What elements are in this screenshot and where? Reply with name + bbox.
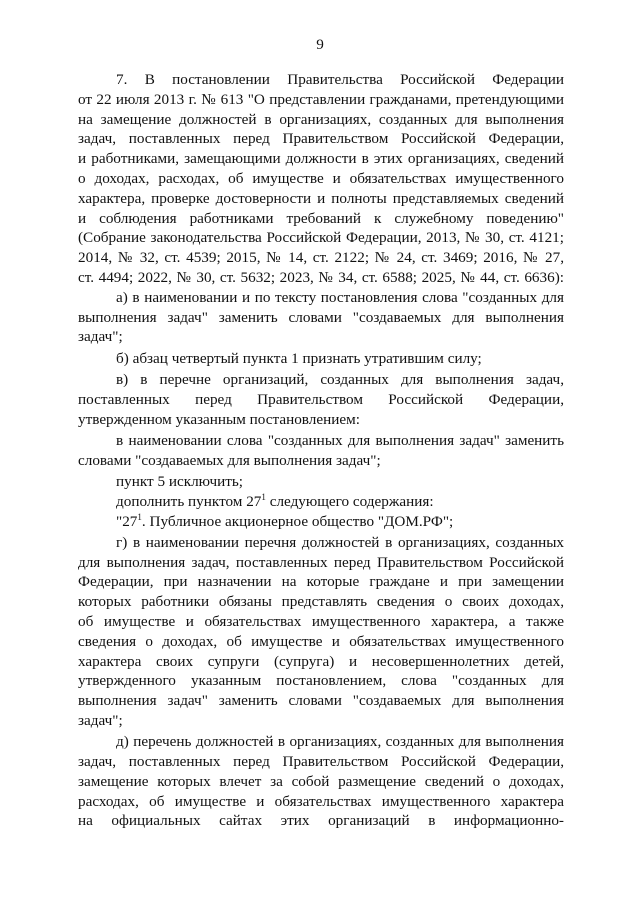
item-v-sub1 [78,431,564,471]
text-line: от 22 июля 2013 г. № 613 "О представлении гражданами, претендующими [78,90,564,108]
text-line: на официальных сайтах этих организаций в информационно- [78,812,564,830]
text-line: поставленных перед Правительством Российской Федерации, [78,390,564,408]
item-v-sub2: пункт 5 исключить; [116,472,243,490]
text-line: утвержденного указанным постановлением, слова "созданных для [78,672,564,690]
text-line: замещение которых влечет за собой размещение сведений о доходах, [78,772,564,790]
text-line: в наименовании слова "созданных для выполнения задач" заменить [116,431,564,449]
text-line: о доходах, расходах, об имуществе и обязательствах имущественного [78,169,564,187]
text-part: следующего содержания: [265,492,434,510]
superscript: 1 [137,511,142,522]
text-line: характера своих супруги (супруга) и несовершеннолетних детей, [78,652,564,670]
text-line: расходах, об имуществе и обязательствах имущественного характера [78,792,564,810]
text-line: которых работники обязаны представлять сведения о своих доходах, [78,593,564,611]
item-v [78,370,564,429]
text-line: д) перечень должностей в организациях, созданных для выполнения [116,733,564,751]
text-line: задач, поставленных перед Правительством Российской Федерации, [78,130,564,148]
text-line: Федерации, при назначении на которые граждане и при замещении [78,573,564,591]
text-line: словами "создаваемых для выполнения задач"; [78,451,381,469]
item-v-sub4 [78,512,564,532]
text-line: характера, проверке достоверности и полноты представляемых сведений [78,189,564,207]
text-line: об имуществе и обязательствах имущественного характера, а также [78,613,564,631]
text-line: ст. 4494; 2022, № 30, ст. 5632; 2023, № 34, ст. 6588; 2025, № 44, ст. 6636): [78,268,564,286]
text-line: для выполнения задач, поставленных перед Правительством Российской [78,553,564,571]
item-b [78,349,564,369]
item-d [78,732,564,831]
text-line: задач, поставленных перед Правительством Российской Федерации, [78,753,564,771]
text-line: а) в наименовании и по тексту постановления слова "созданных для [116,288,564,306]
item-g [78,533,564,731]
item-a [78,288,564,347]
text-line: задач"; [78,712,123,729]
text-line: утвержденном указанным постановлением: [78,410,360,428]
page-number: 9 [316,36,324,53]
text-line: выполнения задач" заменить словами "создаваемых для выполнения [78,308,564,326]
text-line: на замещение должностей в организациях, созданных для выполнения [78,110,564,128]
text-line: и работниками, замещающими должности в этих организациях, сведений [78,150,564,168]
text-line: 2014, № 32, ст. 4539; 2015, № 14, ст. 2122; № 24, ст. 3469; 2016, № 27, [78,249,564,267]
text-line: задач"; [78,328,123,346]
document-body [78,70,564,831]
text-line: 7. В постановлении Правительства Российской Федерации [116,71,564,88]
text-line: (Собрание законодательства Российской Федерации, 2013, № 30, ст. 4121; [78,229,564,247]
text-line: б) абзац четвертый пункта 1 признать утратившим силу; [116,349,482,367]
text-line: выполнения задач" заменить словами "создаваемых для выполнения [78,692,564,710]
paragraph-7 [78,70,564,288]
text-line: в) в перечне организаций, созданных для выполнения задач, [116,370,564,388]
superscript: 1 [261,491,266,502]
text-part: дополнить пунктом 27 [116,492,262,510]
text-line: сведения о доходах, об имуществе и обязательствах имущественного [78,632,564,650]
text-line: г) в наименовании перечня должностей в организациях, созданных [116,533,564,551]
text-line: и соблюдения работниками требований к служебному поведению" [78,209,564,227]
item-v-sub3 [78,492,564,512]
text-part: . Публичное акционерное общество "ДОМ.РФ"; [141,512,454,530]
text-part: "27 [116,512,138,530]
